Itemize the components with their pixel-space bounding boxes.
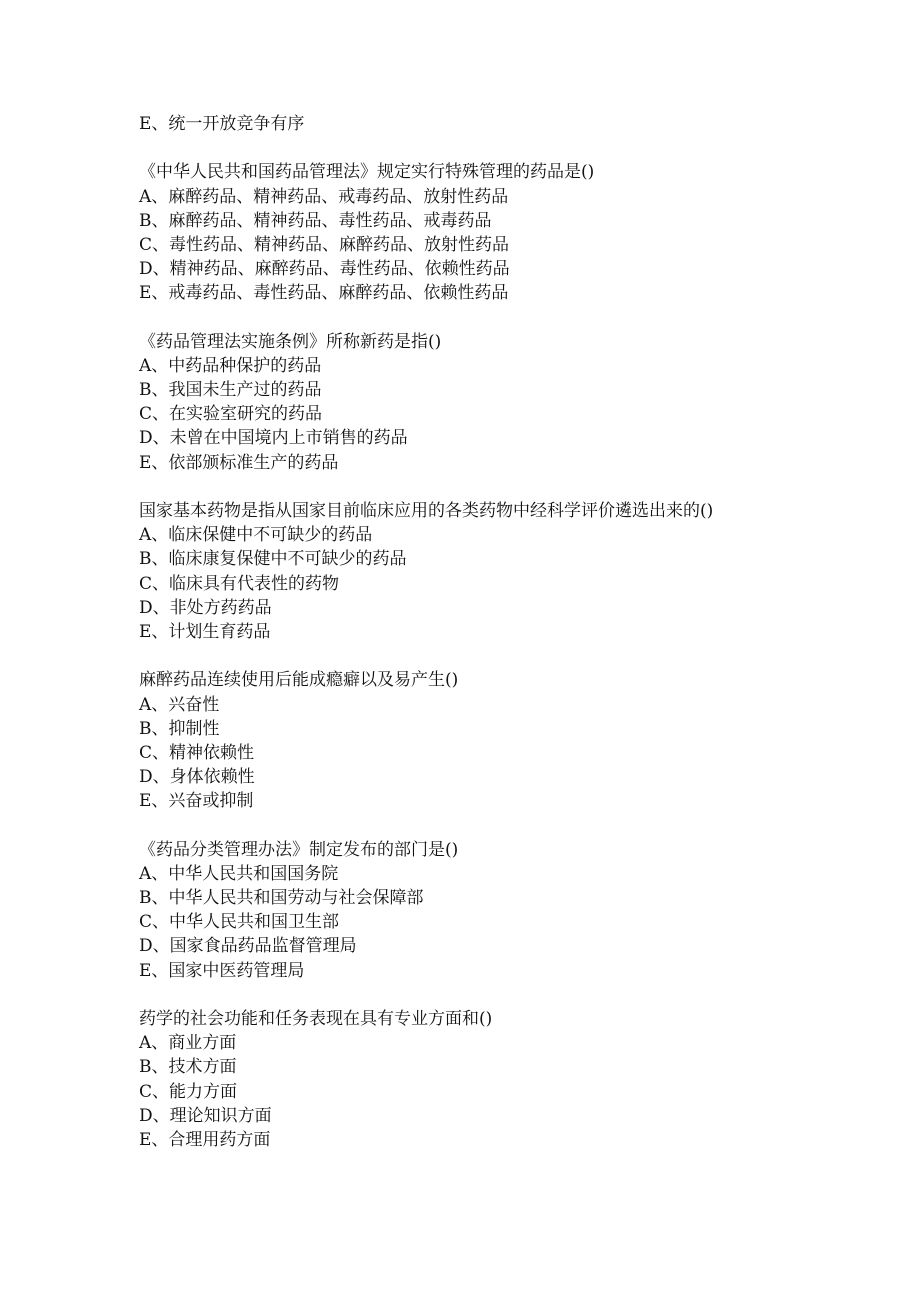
option-c: C、毒性药品、精神药品、麻醉药品、放射性药品 [139,234,510,255]
option-c: C、在实验室研究的药品 [139,404,323,425]
document-page [139,112,899,1152]
option-a: A、商业方面 [139,1033,237,1054]
question-2 [139,330,899,475]
question-stem: 《药品分类管理办法》制定发布的部门是() [139,839,459,860]
option-b: B、抑制性 [139,718,220,739]
lead-option: E、统一开放竞争有序 [139,114,305,134]
option-b: B、麻醉药品、精神药品、毒性药品、戒毒药品 [139,210,492,231]
option-a: A、中药品种保护的药品 [139,355,322,376]
option-c: C、中华人民共和国卫生部 [139,912,340,933]
question-4 [139,668,899,813]
option-c: C、精神依赖性 [139,742,255,763]
option-d: D、未曾在中国境内上市销售的药品 [139,428,408,449]
option-b: B、中华人民共和国劳动与社会保障部 [139,888,424,908]
question-6 [139,1007,899,1152]
option-d: D、非处方药药品 [139,597,272,618]
question-stem: 麻醉药品连续使用后能成瘾癖以及易产生() [139,670,459,691]
question-stem: 《药品管理法实施条例》所称新药是指() [139,331,442,352]
question-1 [139,160,899,305]
option-e: E、依部颁标准生产的药品 [139,452,339,473]
option-b: B、我国未生产过的药品 [139,380,322,401]
option-e: E、国家中医药管理局 [139,960,305,981]
option-e: E、计划生育药品 [139,621,271,642]
question-3 [139,499,899,644]
question-stem: 《中华人民共和国药品管理法》规定实行特殊管理的药品是() [139,162,595,183]
question-stem: 国家基本药物是指从国家目前临床应用的各类药物中经科学评价遴选出来的() [139,501,714,521]
question-5 [139,838,899,983]
option-d: D、理论知识方面 [139,1105,272,1126]
option-c: C、临床具有代表性的药物 [139,573,340,594]
option-a: A、麻醉药品、精神药品、戒毒药品、放射性药品 [139,186,509,207]
option-e: E、合理用药方面 [139,1129,271,1150]
option-b: B、临床康复保健中不可缺少的药品 [139,549,407,570]
option-a: A、兴奋性 [139,694,220,715]
option-a: A、中华人民共和国国务院 [139,863,339,884]
question-stem: 药学的社会功能和任务表现在具有专业方面和() [139,1008,493,1029]
option-a: A、临床保健中不可缺少的药品 [139,525,373,546]
option-c: C、能力方面 [139,1081,238,1102]
option-b: B、技术方面 [139,1057,237,1078]
option-e: E、戒毒药品、毒性药品、麻醉药品、依赖性药品 [139,283,509,304]
option-d: D、精神药品、麻醉药品、毒性药品、依赖性药品 [139,259,510,280]
option-d: D、国家食品药品监督管理局 [139,936,357,957]
option-e: E、兴奋或抑制 [139,791,254,812]
option-d: D、身体依赖性 [139,767,255,788]
